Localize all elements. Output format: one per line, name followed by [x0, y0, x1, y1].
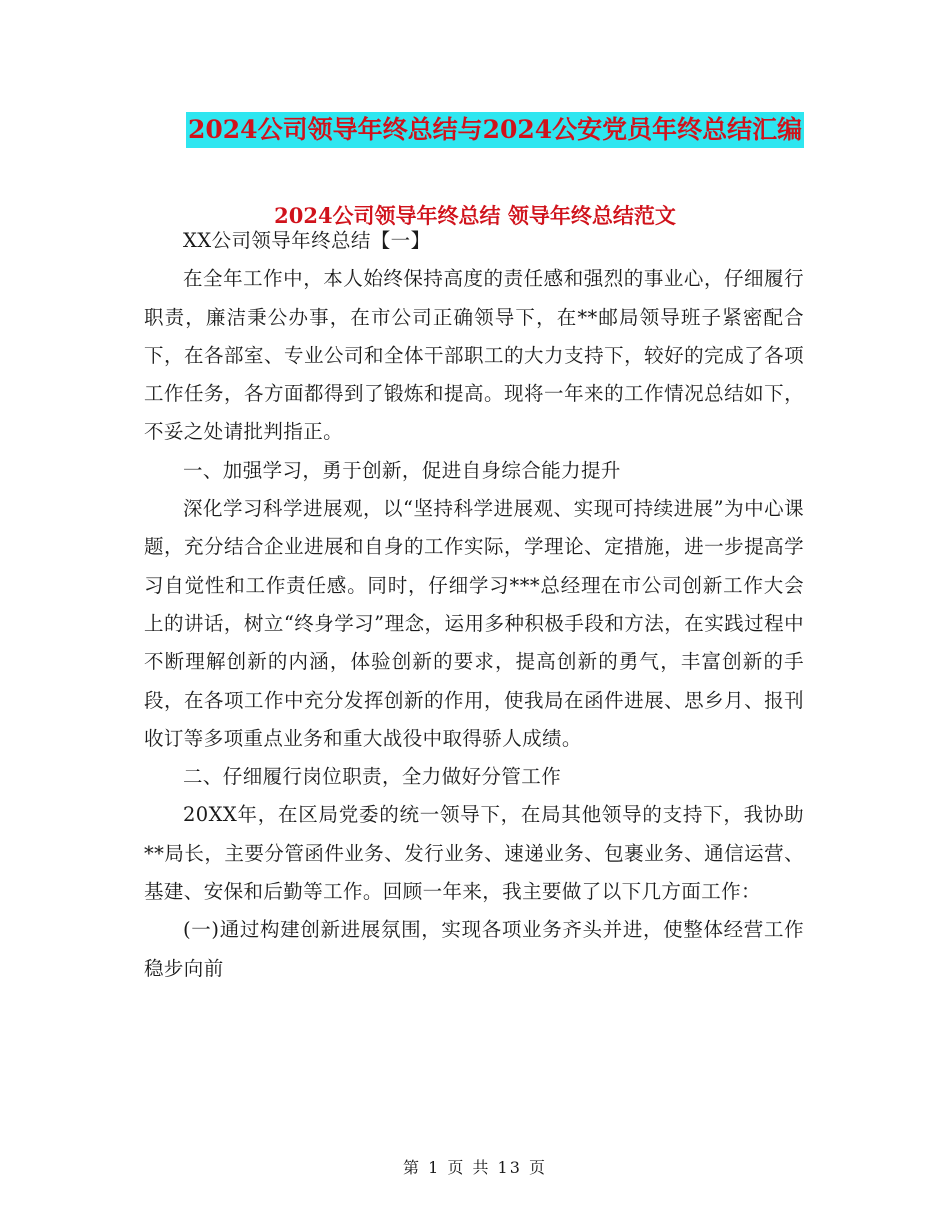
body-paragraph: (一)通过构建创新进展氛围，实现各项业务齐头并进，使整体经营工作稳步向前: [144, 918, 804, 980]
body-paragraph: 深化学习科学进展观，以“坚持科学进展观、实现可持续进展”为中心课题，充分结合企业进展和自身的工作实际，学理论、定措施，进一步提高学习自觉性和工作责任感。同时，仔细学习***总经理在市公司创新工作大会上的讲话，树立“终身学习”理念，运用多种积极手段和方法，在实践过程中不断理解创新的内涵，体验创新的要求，提高创新的勇气，丰富创新的手段，在各项工作中充分发挥创新的作用，使我局在函件进展、思乡月、报刊收订等多项重点业务和重大战役中取得骄人成绩。: [144, 497, 804, 750]
body-paragraph: 在全年工作中，本人始终保持高度的责任感和强烈的事业心，仔细履行职责，廉洁秉公办事，在市公司正确领导下，在**邮局领导班子紧密配合下，在各部室、专业公司和全体干部职工的大力支持下，较好的完成了各项工作任务，各方面都得到了锻炼和提高。现将一年来的工作情况总结如下，不妥之处请批判指正。: [144, 267, 804, 444]
document-sub-title: 2024公司领导年终总结 领导年终总结范文: [274, 203, 676, 228]
body-paragraph: 20XX年，在区局党委的统一领导下，在局其他领导的支持下，我协助**局长，主要分管函件业务、发行业务、速递业务、包裹业务、通信运营、基建、安保和后勤等工作。回顾一年来，我主要做了以下几方面工作：: [144, 803, 804, 904]
section-heading: 二、仔细履行岗位职责，全力做好分管工作: [183, 765, 562, 789]
page-footer: 第 1 页 共 13 页: [403, 1158, 547, 1177]
section-heading: 一、加强学习，勇于创新，促进自身综合能力提升: [183, 458, 621, 482]
document-body: [144, 222, 804, 988]
section-heading: XX公司领导年终总结【一】: [183, 229, 431, 252]
document-main-title: 2024公司领导年终总结与2024公安党员年终总结汇编: [186, 112, 804, 148]
